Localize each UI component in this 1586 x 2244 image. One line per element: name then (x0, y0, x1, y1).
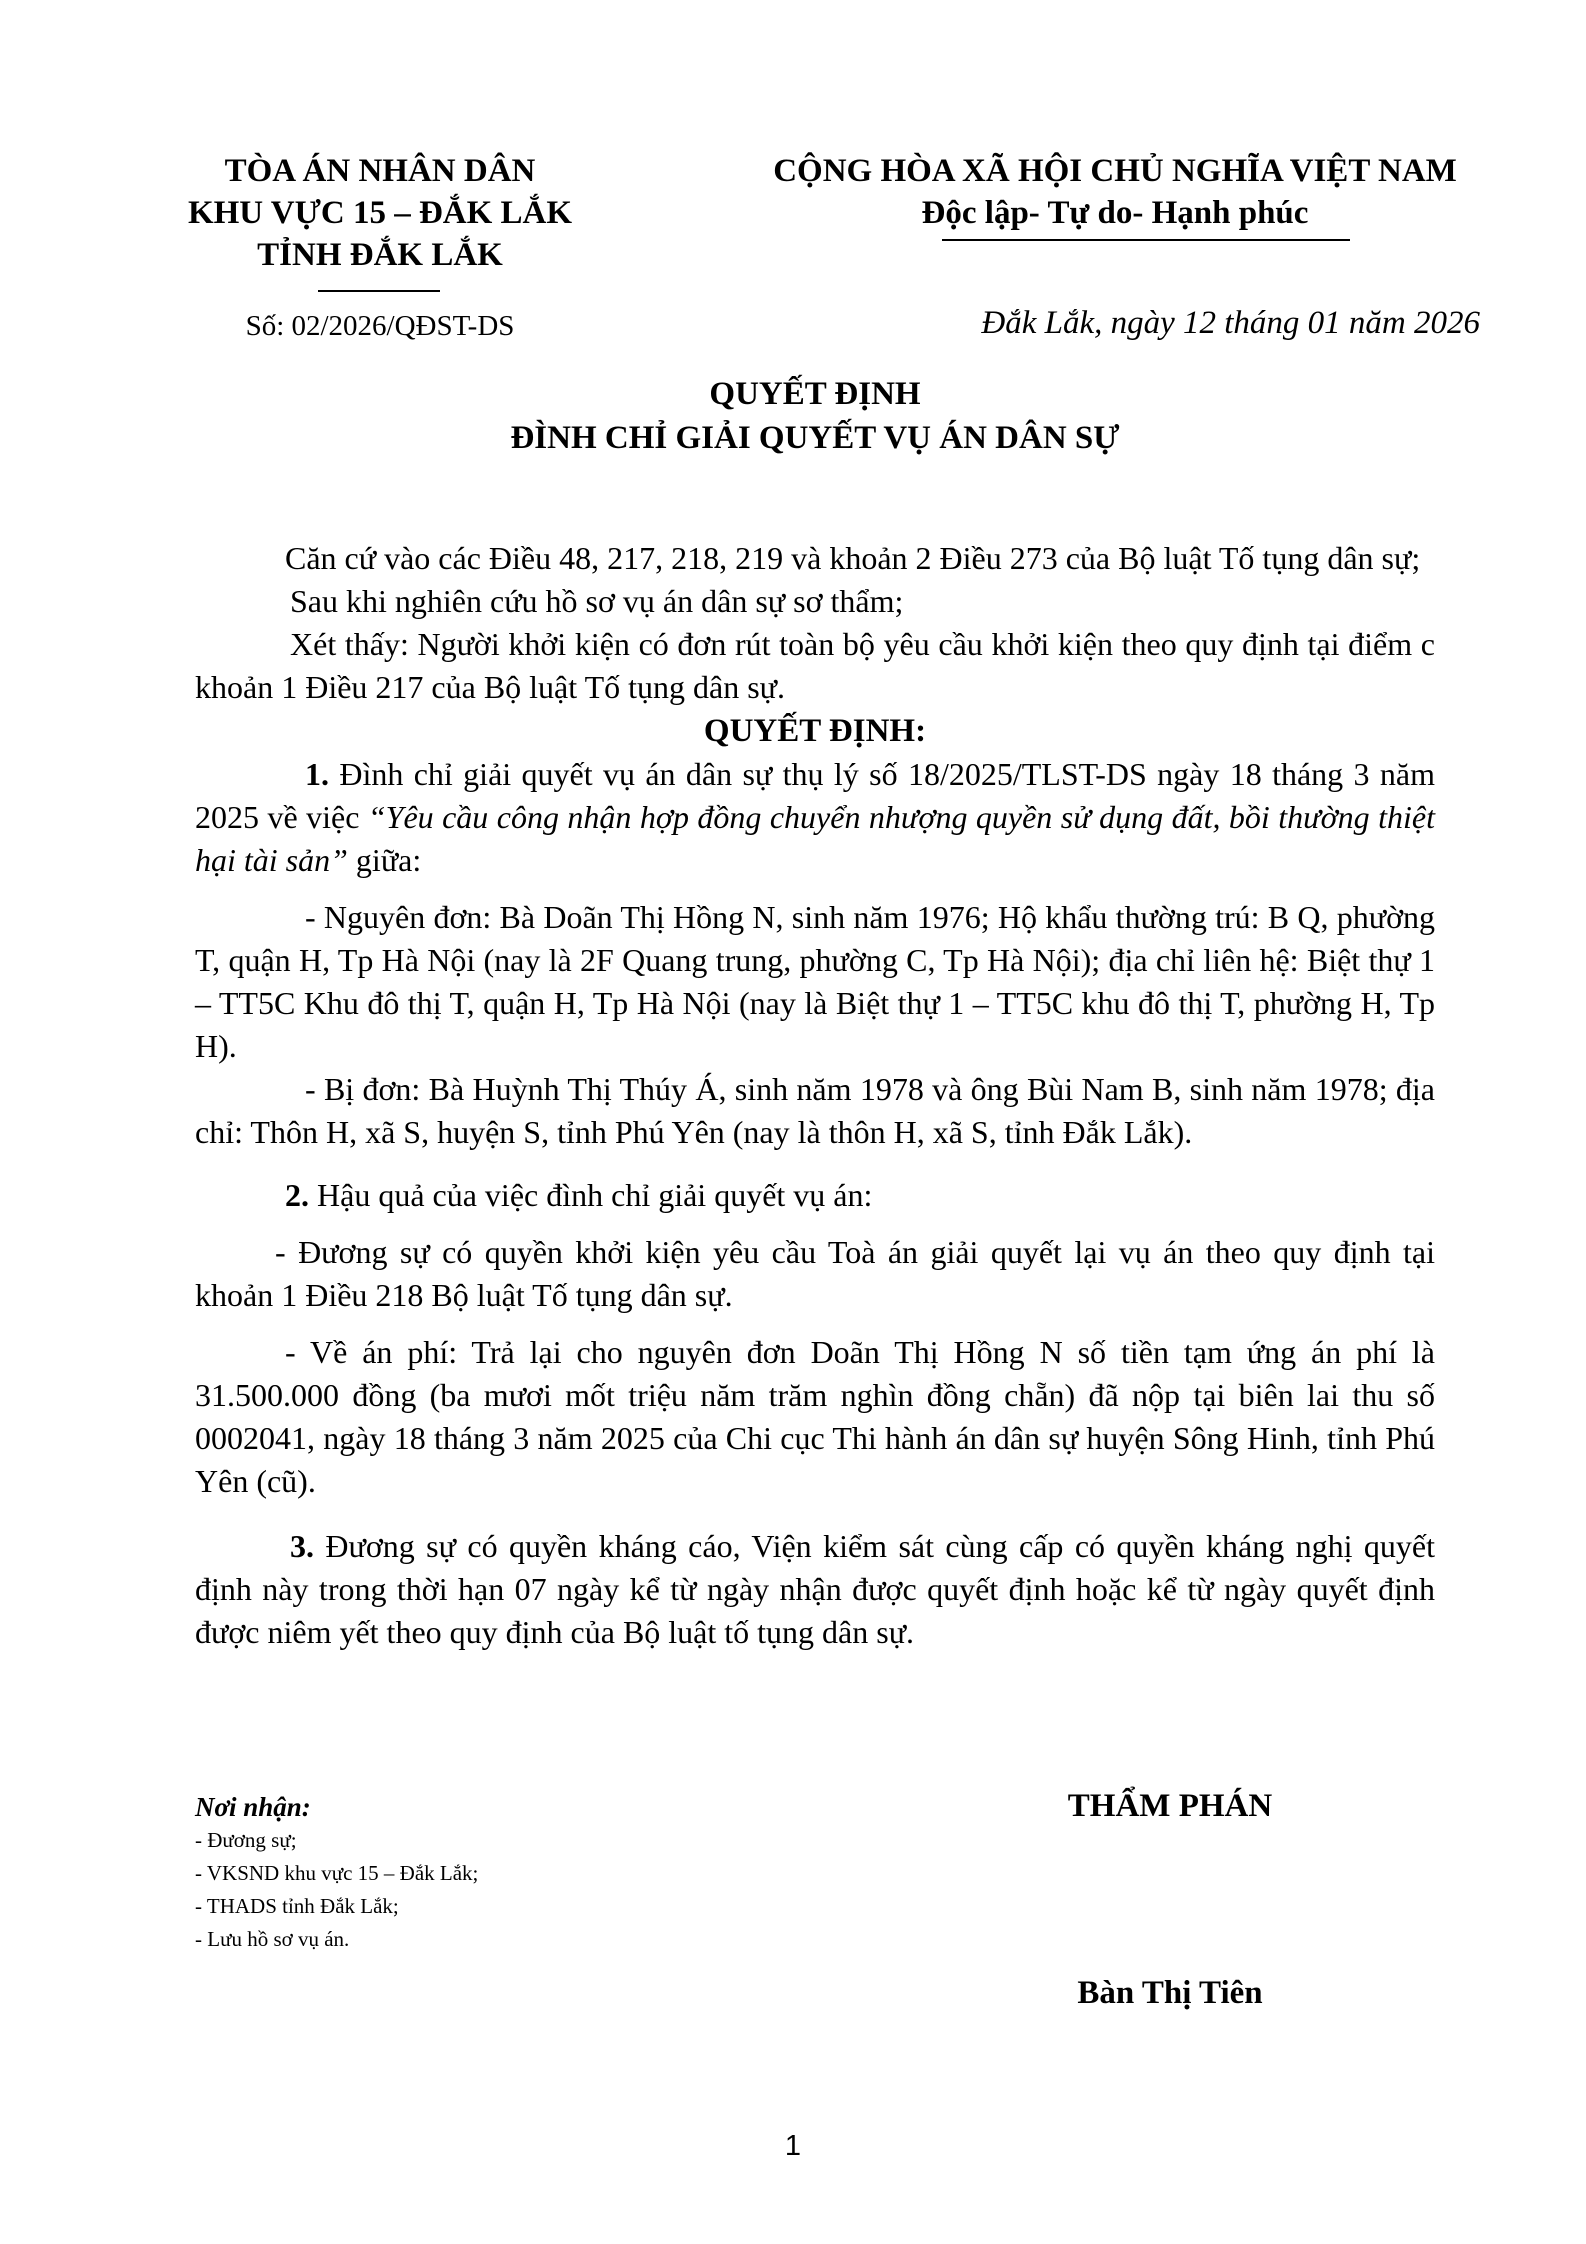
recipient-item: - VKSND khu vực 15 – Đắk Lắk; (195, 1861, 479, 1885)
plaintiff-info: - Nguyên đơn: Bà Doãn Thị Hồng N, sinh năm 1976; Hộ khẩu thường trú: B Q, phường T, quận H, Tp Hà Nội (nay là 2F Quang trung, phường C, Tp Hà Nội); địa chỉ liên hệ: Biệt thự 1 – TT5C Khu đô thị T, quận H, Tp Hà Nội (nay là Biệt thự 1 – TT5C khu đô thị T, phường H, Tp H). (195, 899, 1435, 1064)
document-body (195, 537, 1435, 1654)
title-line2: ĐÌNH CHỈ GIẢI QUYẾT VỤ ÁN DÂN SỰ (510, 420, 1120, 456)
item-1-number: 1. (305, 756, 329, 792)
title-line1: QUYẾT ĐỊNH (709, 376, 921, 412)
item-2-text: Hậu quả của việc đình chỉ giải quyết vụ án: (309, 1177, 873, 1213)
decision-item-1 (195, 753, 1435, 882)
decision-item-2 (195, 1174, 1435, 1217)
item-1-text-after: giữa: (347, 842, 422, 878)
national-motto: Độc lập- Tự do- Hạnh phúc (921, 195, 1309, 231)
item-3-number: 3. (290, 1528, 314, 1564)
decision-heading: QUYẾT ĐỊNH: (703, 713, 927, 749)
defendant-info: - Bị đơn: Bà Huỳnh Thị Thúy Á, sinh năm 1978 và ông Bùi Nam B, sinh năm 1978; địa chỉ: Thôn H, xã S, huyện S, tỉnh Phú Yên (nay là thôn H, xã S, tỉnh Đắk Lắk). (195, 1071, 1435, 1150)
recipients-block (195, 1790, 795, 1956)
item-1-text: Đình chỉ giải quyết vụ án dân sự thụ lý số 18/2025/TLST-DS ngày 18 tháng 3 năm 2025 về việc (195, 756, 1435, 835)
recipient-item: - Lưu hồ sơ vụ án. (195, 1927, 350, 1951)
court-region: KHU VỰC 15 – ĐẮK LẮK (187, 195, 573, 231)
item-2-right-to-sue: - Đương sự có quyền khởi kiện yêu cầu Toà án giải quyết lại vụ án theo quy định tại khoản 1 Điều 218 Bộ luật Tố tụng dân sự. (195, 1234, 1435, 1313)
preamble-legal-basis: Căn cứ vào các Điều 48, 217, 218, 219 và khoản 2 Điều 273 của Bộ luật Tố tụng dân sự; (285, 540, 1421, 576)
court-name: TÒA ÁN NHÂN DÂN (224, 153, 536, 189)
page-number: 1 (784, 2130, 802, 2162)
recipient-item: - THADS tỉnh Đắk Lắk; (195, 1894, 399, 1918)
recipient-item: - Đương sự; (195, 1828, 297, 1852)
decision-item-3 (195, 1525, 1435, 1654)
preamble-review: Sau khi nghiên cứu hồ sơ vụ án dân sự sơ thẩm; (290, 583, 904, 619)
national-header (700, 150, 1530, 234)
item-3-text: Đương sự có quyền kháng cáo, Viện kiểm sát cùng cấp có quyền kháng nghị quyết định này trong thời hạn 07 ngày kể từ ngày nhận được quyết định hoặc kể từ ngày quyết định được niêm yết theo quy định của Bộ luật tố tụng dân sự. (195, 1528, 1435, 1650)
national-title: CỘNG HÒA XÃ HỘI CHỦ NGHĨA VIỆT NAM (773, 153, 1457, 189)
document-title (195, 372, 1435, 460)
case-subject: “Yêu cầu công nhận hợp đồng chuyển nhượng quyền sử dụng đất, bồi thường thiệt hại tài sản” (195, 799, 1436, 878)
court-province: TỈNH ĐẮK LẮK (257, 237, 503, 273)
item-2-court-fee: - Về án phí: Trả lại cho nguyên đơn Doãn Thị Hồng N số tiền tạm ứng án phí là 31.500.000 đồng (ba mươi mốt triệu năm trăm nghìn đồng chẵn) đã nộp tại biên lai thu số 0002041, ngày 18 tháng 3 năm 2025 của Chi cục Thi hành án dân sự huyện Sông Hinh, tỉnh Phú Yên (cũ). (195, 1334, 1435, 1499)
signer-role: THẨM PHÁN (1067, 1788, 1273, 1824)
motto-underline (942, 239, 1350, 241)
document-date: Đắk Lắk, ngày 12 tháng 01 năm 2026 (981, 305, 1480, 341)
court-header (160, 150, 600, 276)
item-2-number: 2. (285, 1177, 309, 1213)
recipients-title: Nơi nhận: (195, 1792, 311, 1822)
court-header-underline (318, 290, 440, 292)
signer-name: Bàn Thị Tiên (1077, 1975, 1263, 2011)
document-number: Số: 02/2026/QĐST-DS (245, 310, 515, 342)
preamble-finding: Xét thấy: Người khởi kiện có đơn rút toàn bộ yêu cầu khởi kiện theo quy định tại điểm c khoản 1 Điều 217 của Bộ luật Tố tụng dân sự. (195, 626, 1435, 705)
